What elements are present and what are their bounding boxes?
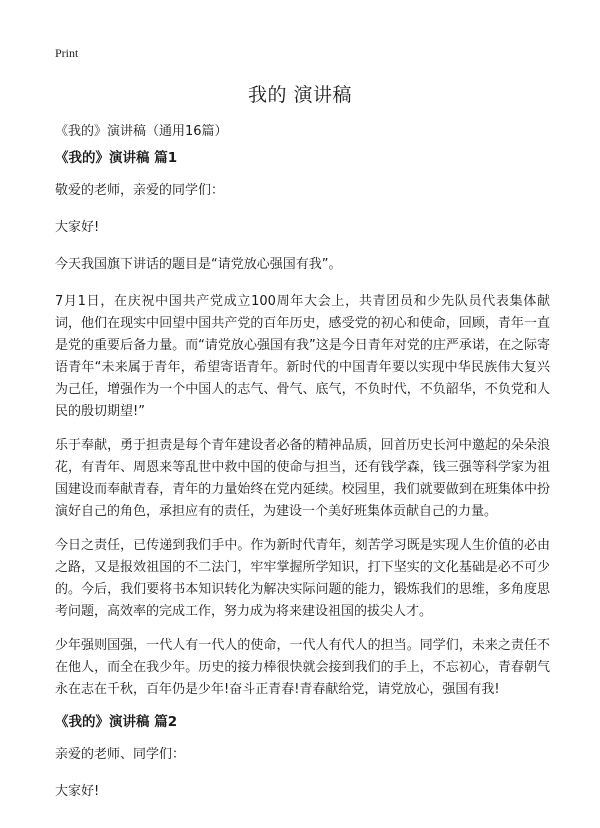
section-1 xyxy=(55,149,550,701)
document-subtitle: 《我的》演讲稿（通用16篇） xyxy=(55,124,228,139)
paragraph: 敬爱的老师，亲爱的同学们： xyxy=(55,183,225,198)
paragraph: 亲爱的老师、同学们： xyxy=(55,747,186,762)
paragraph: 大家好! xyxy=(55,784,100,799)
paragraph: 少年强则国强，一代人有一代人的使命，一代人有代人的担当。同学们，未来之责任不在他人，而全在我少年。历史的接力棒很快就会接到我们的手上，不忘初心，青春朝气永在志在千秋，百年仍是少年!奋斗正青春!青春献给党，请党放心，强国有我! xyxy=(55,638,550,697)
paragraph: 大家好! xyxy=(55,220,100,235)
page-title: 我的 演讲稿 xyxy=(247,84,353,106)
paragraph: 今日之责任，已传递到我们手中。作为新时代青年，刻苦学习既是实现人生价值的必由之路，又是报效祖国的不二法门，牢牢掌握所学知识，打下坚实的文化基础是必不可少的。今后，我们要将书本知识转化为解决实际问题的能力，锻炼我们的思维，多角度思考问题，高效率的完成工作，努力成为将来建设祖国的拔尖人才。 xyxy=(55,538,550,619)
section-2 xyxy=(55,713,550,803)
paragraph: 7月1日，在庆祝中国共产党成立100周年大会上，共青团员和少先队员代表集体献词，他们在现实中回望中国共产党的百年历史，感受党的初心和使命，回顾，青年一直是党的重要后备力量。而“请党放心强国有我”这是今日青年对党的庄严承诺，在之际寄语青年“未来属于青年，希望寄语青年。新时代的中国青年要以实现中华民族伟大复兴为己任，增强作为一个中国人的志气、骨气、底气，不负时代，不负韶华，不负党和人民的殷切期望!” xyxy=(55,294,550,419)
paragraph: 乐于奉献，勇于担责是每个青年建设者必备的精神品质，回首历史长河中邀起的朵朵浪花，有青年、周恩来等乱世中救中国的使命与担当，还有钱学森，钱三强等科学家为祖国建设而奉献青春，青年的力量始终在党内延续。校园里，我们就要做到在班集体中扮演好自己的角色，承担应有的责任，为建设一个美好班集体贡献自己的力量。 xyxy=(55,438,550,519)
print-link[interactable]: Print xyxy=(55,46,79,60)
paragraph: 今天我国旗下讲话的题目是“请党放心强国有我”。 xyxy=(55,257,342,272)
section-heading: 《我的》演讲稿 篇2 xyxy=(55,714,178,730)
section-heading: 《我的》演讲稿 篇1 xyxy=(55,150,178,166)
document-body xyxy=(55,149,550,818)
